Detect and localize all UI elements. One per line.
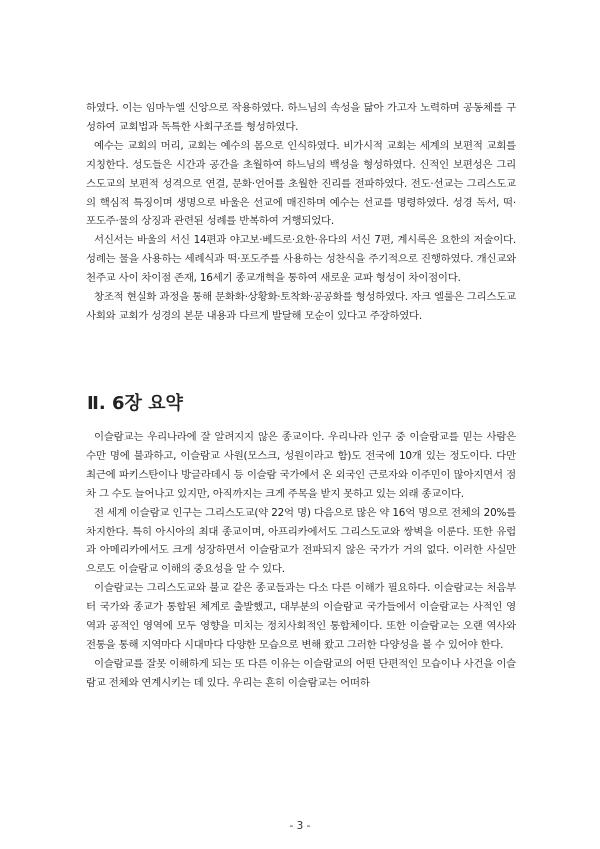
paragraph: 이슬람교는 그리스도교와 불교 같은 종교들과는 다소 다른 이해가 필요하다. 이슬람교는 처음부터 국가와 종교가 통합된 체계로 출발했고, 대부분의 이슬람교 국가들에서 이슬람교는 사적인 영역과 공적인 영역에 모두 영향을 미치는 정치사회적인 통합체이다. 또한 이슬람교는 오랜 역사와 전통을 통해 지역마다 시대마다 다양한 모습으로 변해 왔고 그러한 다양성을 볼 수 있어야 한다. (86, 582, 516, 651)
page-number: - 3 - (289, 820, 311, 832)
paragraph: 창조적 현실화 과정을 통해 문화화·상황화·토착화·공공화를 형성하였다. 자크 엘룰은 그리스도교 사회와 교회가 성경의 본문 내용과 다르게 발달해 모순이 있다고 주장하였다. (86, 291, 516, 322)
paragraph: 이슬람교를 잘못 이해하게 되는 또 다른 이유는 이슬람교의 어떤 단편적인 모습이나 사건을 이슬람교 전체와 연계시키는 데 있다. 우리는 흔히 이슬람교는 어떠하 (86, 657, 516, 689)
paragraph: 이슬람교는 우리나라에 잘 알려지지 않은 종교이다. 우리나라 인구 중 이슬람교를 믿는 사람은 수만 명에 불과하고, 이슬람교 사원(모스크, 성원이라고 함)도 전국에 10개 있는 정도이다. 다만 최근에 파키스탄이나 방글라데시 등 이슬람 국가에서 온 외국인 근로자와 이주민이 많아지면서 점차 그 수도 늘어나고 있지만, 아직까지는 크게 주목을 받지 못하고 있는 외래 종교이다. (86, 431, 516, 500)
section-heading: Ⅱ. 6장 요약 (87, 393, 183, 414)
paragraph: 전 세계 이슬람교 인구는 그리스도교(약 22억 명) 다음으로 많은 약 16억 명으로 전체의 20%를 차지한다. 특히 아시아의 최대 종교이며, 아프리카에서도 그리스도교와 쌍벽을 이룬다. 또한 유럽과 아메리카에서도 크게 성장하면서 이슬람교가 전파되지 않은 국가가 거의 없다. 이러한 사실만으로도 이슬람교 이해의 중요성을 알 수 있다. (86, 506, 516, 576)
paragraph: 하였다. 이는 임마누엘 신앙으로 작용하였다. 하느님의 속성을 닮아 가고자 노력하며 공동체를 구성하여 교회법과 독특한 사회구조를 형성하였다. (86, 102, 516, 133)
body-text-top (86, 99, 516, 326)
paragraph: 서신서는 바울의 서신 14편과 야고보·베드로·요한·유다의 서신 7편, 계시록은 요한의 저술이다. 성례는 물을 사용하는 세례식과 떡·포도주를 사용하는 성찬식을 주기적으로 진행하였다. 개신교와 천주교 사이 차이점 존재, 16세기 종교개혁을 통하여 새로운 교파 형성이 차이점이다. (86, 234, 516, 285)
paragraph: 예수는 교회의 머리, 교회는 예수의 몸으로 인식하였다. 비가시적 교회는 세계의 보편적 교회를 지칭한다. 성도들은 시간과 공간을 초월하여 하느님의 백성을 형성하였다. 신적인 보편성은 그리스도교의 보편적 성격으로 연결, 문화·언어를 초월한 진리를 전파하였다. 전도·선교는 그리스도교의 핵심적 특징이며 생명으로 바울은 선교에 매진하며 예수는 선교를 명령하였다. 성경 독서, 떡·포도주·물의 상징과 관련된 성례를 반복하여 거행되었다. (86, 139, 516, 228)
body-text-bottom (86, 428, 516, 693)
